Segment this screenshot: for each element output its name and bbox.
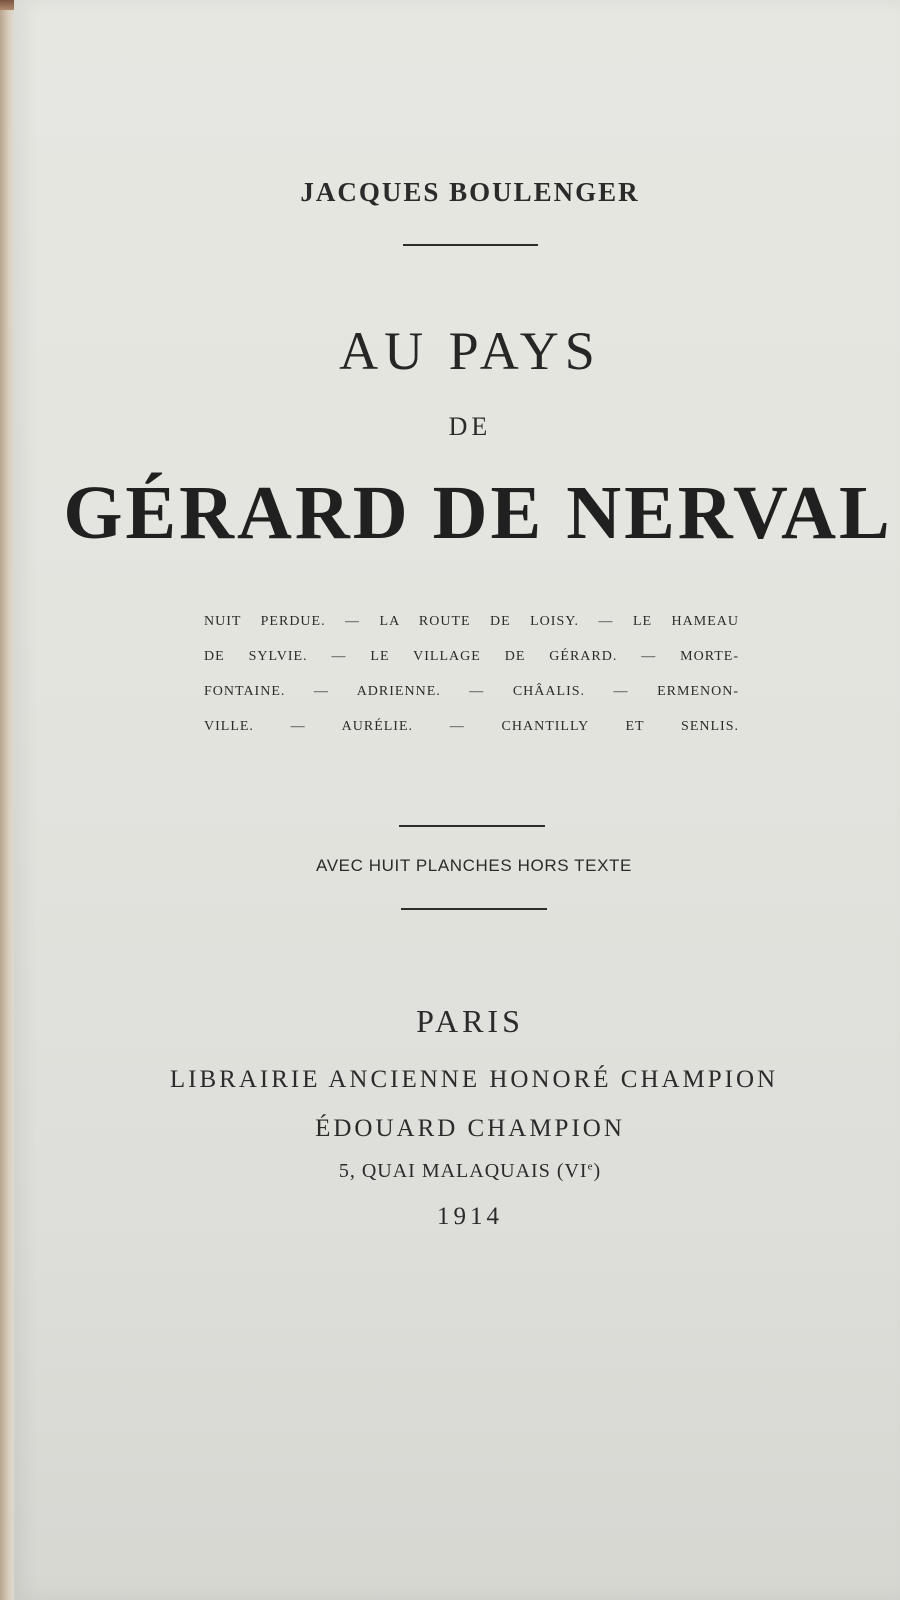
imprint-address: [20, 1160, 900, 1183]
plates-note: AVEC HUIT PLANCHES HORS TEXTE: [316, 856, 632, 875]
contents-line: NUIT PERDUE. — LA ROUTE DE LOISY. — LE HAMEAU: [204, 614, 739, 629]
imprint-publisher-2: ÉDOUARD CHAMPION: [315, 1115, 625, 1142]
title-line-2: DE: [448, 412, 492, 441]
imprint-year: 1914: [437, 1203, 503, 1230]
contents-line: DE SYLVIE. — LE VILLAGE DE GÉRARD. — MORTE-: [204, 649, 739, 664]
imprint-publisher: LIBRAIRIE ANCIENNE HONORÉ CHAMPION: [169, 1066, 779, 1093]
author-name: JACQUES BOULENGER: [300, 177, 640, 207]
plates-rule-top: [399, 825, 545, 827]
author-rule: [403, 244, 538, 246]
title-line-3: GÉRARD DE NERVAL: [63, 471, 893, 555]
title-page: [14, 0, 900, 1600]
imprint-address-superscript: e: [587, 1160, 594, 1173]
title-line-1: AU PAYS: [339, 321, 601, 381]
plates-rule-bottom: [401, 908, 547, 910]
contents-list: [204, 604, 739, 744]
imprint-address-close: ): [593, 1160, 602, 1182]
imprint-city: PARIS: [416, 1003, 524, 1039]
contents-line: VILLE. — AURÉLIE. — CHANTILLY ET SENLIS.: [204, 719, 739, 734]
imprint-address-text: 5, QUAI MALAQUAIS (VI: [338, 1160, 588, 1182]
contents-line: FONTAINE. — ADRIENNE. — CHÂALIS. — ERMENON-: [204, 684, 739, 699]
